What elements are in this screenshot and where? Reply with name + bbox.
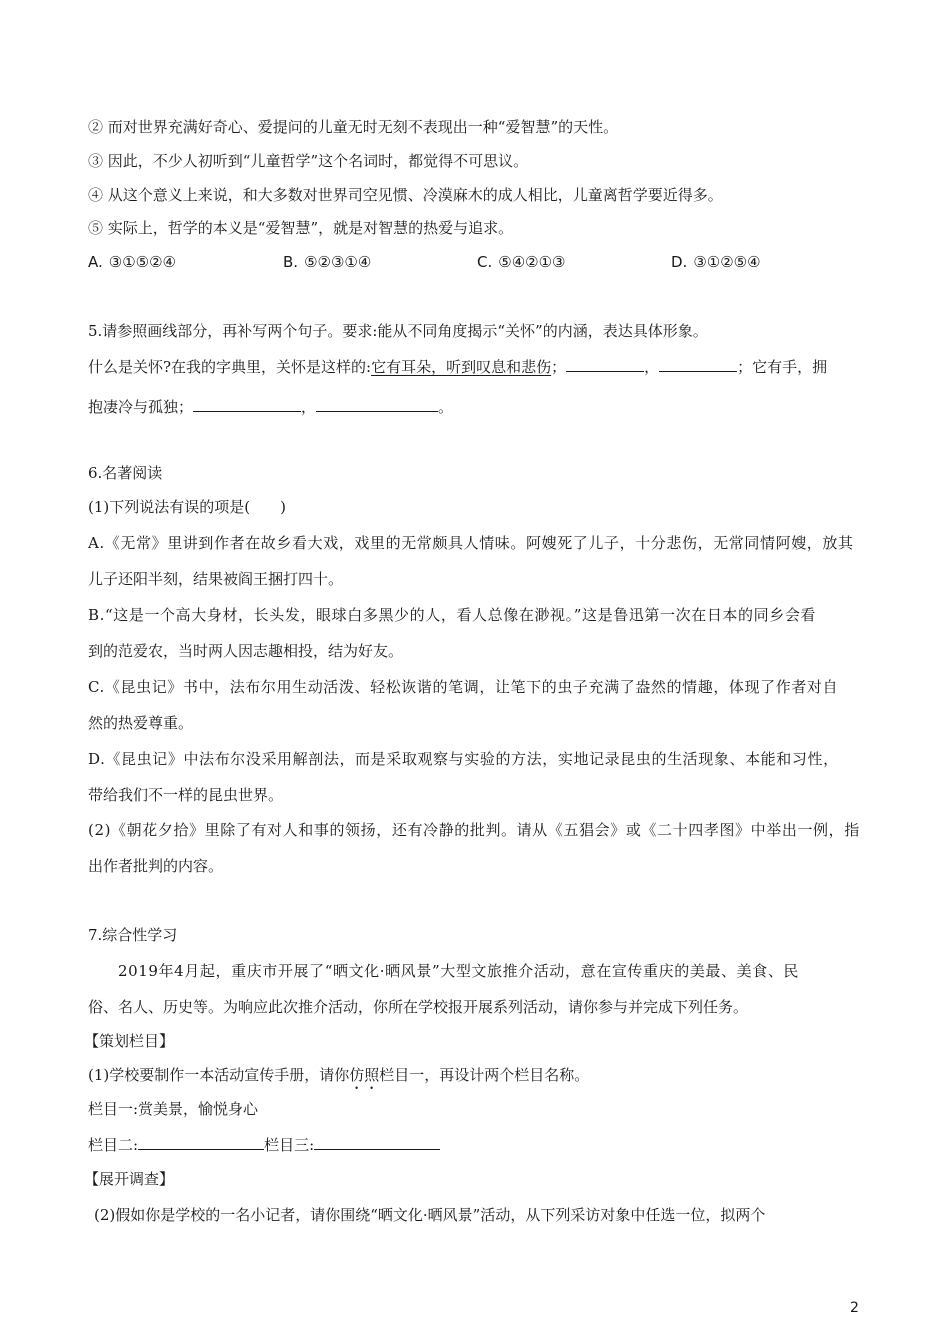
column-three-blank[interactable] — [314, 1134, 440, 1150]
option-c: C. ⑤④②①③ — [477, 253, 566, 271]
q5-line-2: 抱凄冷与孤独； ， 。 — [88, 398, 454, 416]
q7-title: 7.综合性学习 — [88, 926, 178, 944]
q6-title: 6.名著阅读 — [88, 464, 163, 482]
sentence-5: ⑤ 实际上，哲学的本义是“爱智慧”，就是对智慧的热爱与追求。 — [88, 219, 514, 237]
page-number: 2 — [850, 1300, 859, 1316]
section-plan-heading: 【策划栏目】 — [84, 1032, 175, 1050]
section-survey-heading: 【展开调查】 — [84, 1170, 175, 1188]
q6-option-b-line2: 到的范爱农，当时两人因志趣相投，结为好友。 — [88, 642, 404, 660]
option-a: A. ③①⑤②④ — [88, 253, 177, 271]
q7-paragraph-line2: 俗、名人、历史等。为响应此次推介活动，你所在学校报开展系列活动，请你参与并完成下列任务。 — [88, 998, 749, 1016]
sentence-4: ④ 从这个意义上来说，和大多数对世界司空见惯、冷漠麻木的成人相比，儿童离哲学要近得多。 — [88, 186, 723, 204]
q6-sub2-line2: 出作者批判的内容。 — [88, 857, 224, 875]
option-d: D. ③①②⑤④ — [671, 253, 761, 271]
option-b: B. ⑤②③①④ — [283, 253, 372, 271]
q6-option-d-line2: 带给我们不一样的昆虫世界。 — [88, 786, 284, 804]
blank-3[interactable] — [193, 396, 301, 412]
q5-title: 5.请参照画线部分，再补写两个句子。要求:能从不同角度揭示“关怀”的内涵，表达具体形象。 — [88, 322, 708, 340]
q6-option-b-line1: B.“这是一个高大身材，长头发，眼球白多黑少的人，看人总像在渺视。”这是鲁迅第一次在日本的同乡会看 — [88, 606, 817, 624]
underlined-example: 它有耳朵，听到叹息和悲伤 — [371, 358, 552, 376]
q7-paragraph-line1: 2019年4月起，重庆市开展了“晒文化·晒风景”大型文旅推介活动，意在宣传重庆的美最、美食、民 — [118, 962, 800, 980]
sentence-3: ③ 因此，不少人初听到“儿童哲学”这个名词时，都觉得不可思议。 — [88, 152, 529, 170]
q6-sub1: (1)下列说法有误的项是( ) — [88, 498, 286, 516]
q6-option-a-line2: 儿子还阳半刻，结果被阎王捆打四十。 — [88, 570, 344, 588]
q5-line-1: 什么是关怀?在我的字典里，关怀是这样的:它有耳朵，听到叹息和悲伤； ， ；它有手，拥 — [88, 358, 828, 376]
column-answer-line: 栏目二: 栏目三: — [88, 1134, 440, 1155]
q6-option-a-line1: A.《无常》里讲到作者在故乡看大戏，戏里的无常颇具人情味。阿嫂死了儿子，十分悲伤，无常同情阿嫂，放其 — [88, 534, 854, 552]
q6-option-d-line1: D.《昆虫记》中法布尔没采用解剖法，而是采取观察与实验的方法，实地记录昆虫的生活现象、本能和习性， — [88, 750, 839, 768]
q6-option-c-line1: C.《昆虫记》书中，法布尔用生动活泼、轻松诙谐的笔调，让笔下的虫子充满了盎然的情趣，体现了作者对自 — [88, 678, 839, 696]
blank-4[interactable] — [316, 396, 438, 412]
column-two-blank[interactable] — [138, 1134, 264, 1150]
emphasized-word: 仿照 — [349, 1066, 380, 1084]
q6-sub2-line1: (2)《朝花夕拾》里除了有对人和事的领扬，还有冷静的批判。请从《五猖会》或《二十四孝图》中举出一例，指 — [88, 821, 860, 839]
sentence-2: ② 而对世界充满好奇心、爱提问的儿童无时无刻不表现出一种“爱智慧”的天性。 — [88, 118, 619, 136]
q7-sub2: (2)假如你是学校的一名小记者，请你围绕“晒文化·晒风景”活动，从下列采访对象中任选一位，拟两个 — [94, 1206, 766, 1224]
column-one-example: 栏目一:赏美景，愉悦身心 — [88, 1100, 259, 1118]
q7-sub1: (1)学校要制作一本活动宣传手册，请你仿照栏目一，再设计两个栏目名称。 — [88, 1066, 590, 1084]
blank-2[interactable] — [659, 356, 737, 372]
blank-1[interactable] — [566, 356, 644, 372]
q6-option-c-line2: 然的热爱尊重。 — [88, 714, 194, 732]
